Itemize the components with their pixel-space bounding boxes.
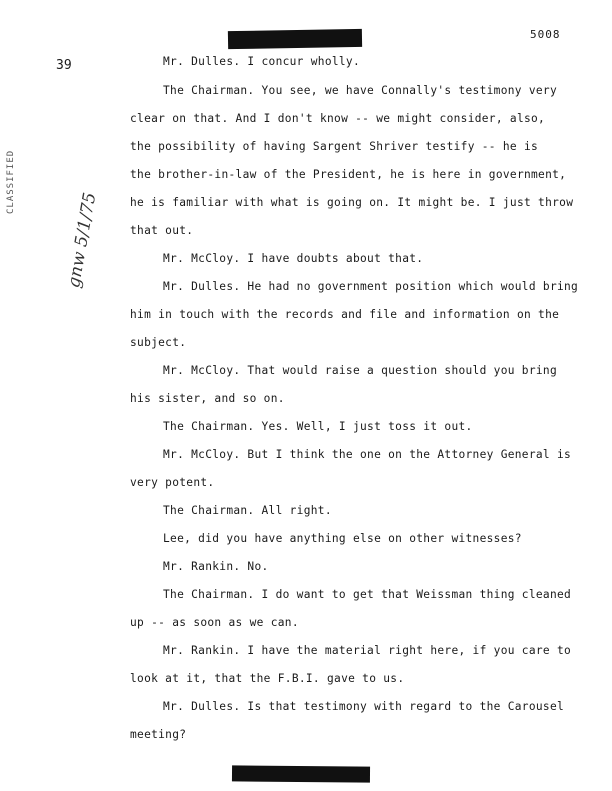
transcript-line: very potent.	[130, 476, 215, 489]
page-number: 5008	[530, 28, 561, 41]
transcript-line: Lee, did you have anything else on other witnesses?	[163, 532, 522, 545]
transcript-line: Mr. Dulles. I concur wholly.	[163, 55, 360, 68]
classified-stamp: CLASSIFIED	[6, 149, 16, 214]
transcript-line: the possibility of having Sargent Shriver testify -- he is	[130, 140, 539, 153]
transcript-line: meeting?	[130, 728, 187, 741]
transcript-line: Mr. Rankin. I have the material right here, if you care to	[163, 644, 572, 657]
transcript-line: clear on that. And I don't know -- we might consider, also,	[130, 112, 546, 125]
transcript-line: The Chairman. I do want to get that Weissman thing cleaned	[163, 588, 572, 601]
transcript-line: him in touch with the records and file and information on the	[130, 308, 560, 321]
transcript-line: The Chairman. You see, we have Connally's testimony very	[163, 84, 557, 97]
transcript-line: Mr. Dulles. He had no government position which would bring	[163, 280, 579, 293]
transcript-line: The Chairman. Yes. Well, I just toss it out.	[163, 420, 473, 433]
redaction-bar-top	[228, 29, 362, 49]
transcript-line: Mr. Rankin. No.	[163, 560, 269, 573]
redaction-bar-bottom	[232, 765, 370, 782]
transcript-line: look at it, that the F.B.I. gave to us.	[130, 672, 405, 685]
transcript-line: subject.	[130, 336, 187, 349]
transcript-line: Mr. McCloy. I have doubts about that.	[163, 252, 424, 265]
transcript-line: The Chairman. All right.	[163, 504, 332, 517]
handwritten-initials: gnw 5/1/75	[64, 190, 101, 290]
transcript-line: Mr. McCloy. That would raise a question should you bring	[163, 364, 557, 377]
transcript-line: that out.	[130, 224, 194, 237]
transcript-line: up -- as soon as we can.	[130, 616, 299, 629]
transcript-line: Mr. Dulles. Is that testimony with regard to the Carousel	[163, 700, 565, 713]
transcript-line: his sister, and so on.	[130, 392, 285, 405]
transcript-line: the brother-in-law of the President, he is here in government,	[130, 168, 567, 181]
transcript-line: he is familiar with what is going on. It might be. I just throw	[130, 196, 574, 209]
transcript-line: Mr. McCloy. But I think the one on the Attorney General is	[163, 448, 572, 461]
line-number: 39	[56, 58, 72, 73]
